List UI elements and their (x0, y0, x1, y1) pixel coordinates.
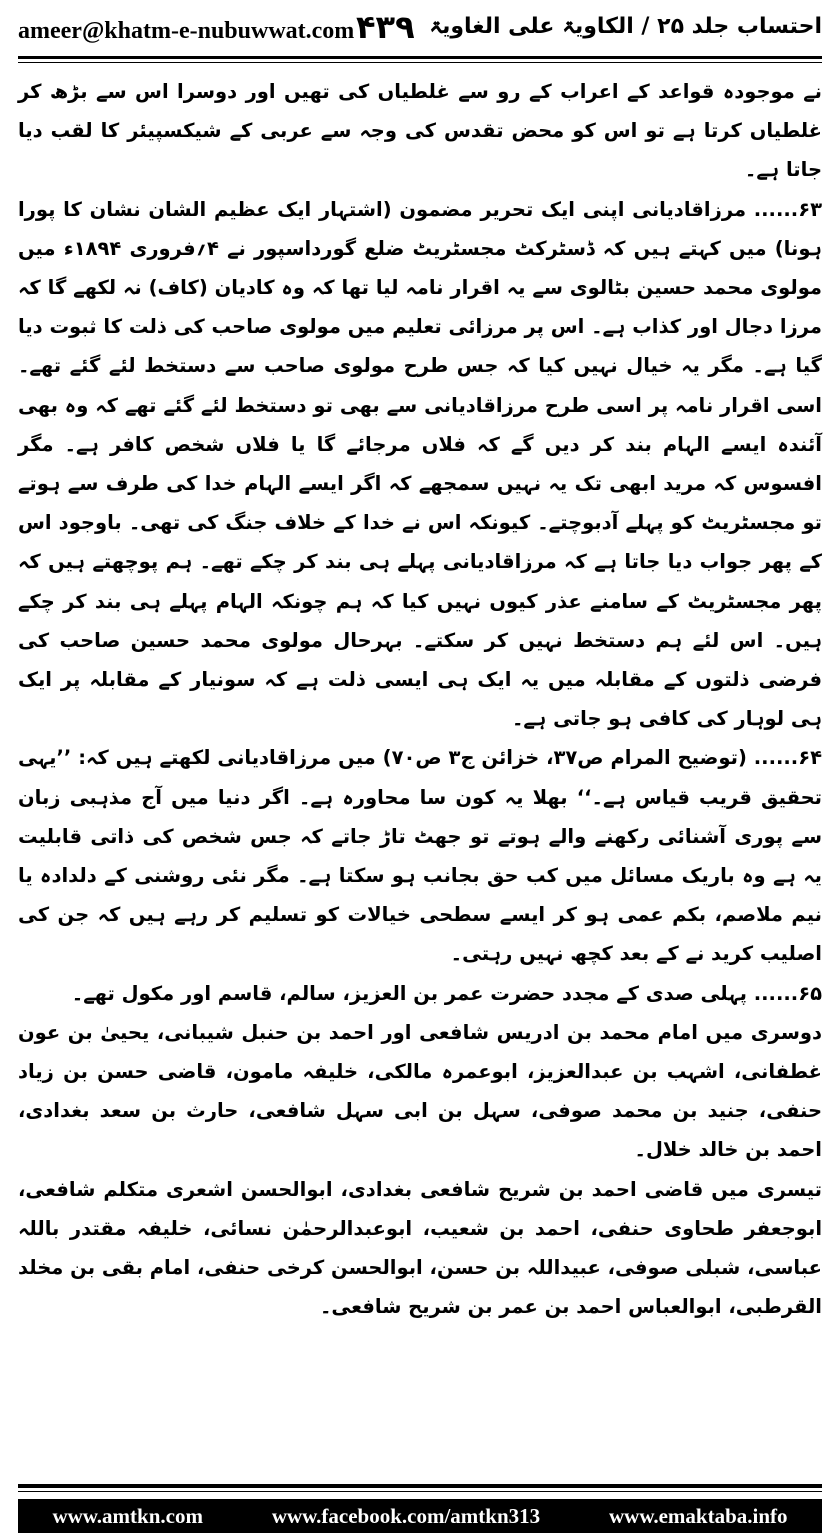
paragraph: ۶۵...... پہلی صدی کے مجدد حضرت عمر بن العزیز، سالم، قاسم اور مکول تھے۔ (71, 981, 822, 1005)
footer-rule (18, 1484, 822, 1488)
paragraph: دوسری میں امام محمد بن ادریس شافعی اور احمد بن حنبل شیبانی، یحییٰ بن عون غطفانی، اشہب بن عبدالعزیز، ابوعمرہ مالکی، خلیفہ مامون، قاضی حسن بن زیاد حنفی، جنید بن محمد صوفی، سہل بن ابی سہل شافعی، حارث بن سعد بغدادی، احمد بن خالد خلال۔ (18, 1020, 822, 1162)
paragraph: نے موجودہ قواعد کے اعراب کے رو سے غلطیاں کی تھیں اور دوسرا اس سے بڑھ کر غلطیاں کرتا ہے تو اس کو محض تقدس کی وجہ سے عربی کے شیکسپیئر کا لقب دیا جاتا ہے۔ (18, 80, 822, 182)
header-rule-thin (18, 62, 822, 63)
page-body (18, 72, 822, 1472)
footer-link-amtkn[interactable]: www.amtkn.com (52, 1503, 203, 1528)
paragraph: تیسری میں قاضی احمد بن شریح شافعی بغدادی، ابوالحسن اشعری متکلم شافعی، ابوجعفر طحاوی حنفی، احمد بن شعیب، ابوعبدالرحمٰن نسائی، خلیفہ مقتدر باللہ عباسی، شبلی صوفی، عبیداللہ بن حسن، ابوالحسن کرخی حنفی، امام بقی بن مخلد القرطبی، ابوالعباس احمد بن عمر بن شریح شافعی۔ (18, 1177, 822, 1319)
paragraph: ۶۴...... (توضیح المرام ص۳۷، خزائن ج۳ ص۷۰) میں مرزاقادیانی لکھتے ہیں کہ: ’’یہی تحقیق قریب قیاس ہے۔‘‘ بھلا یہ کون سا محاورہ ہے۔ اگر دنیا میں آج مذہبی زبان سے پوری آشنائی رکھنے والے ہوتے تو جھٹ تاڑ جاتے کہ جس شخص کی ذاتی قابلیت یہ ہے وہ باریک مسائل میں کب حق بجانب ہو سکتا ہے۔ مگر نئی روشنی کے دلدادہ یا نیم ملاصم، بکم عمی ہو کر ایسے سطحی خیالات کو تسلیم کر رہے ہیں کہ جن کی اصلیب کرید نے کے بعد کچھ نہیں رہتی۔ (18, 746, 823, 966)
page-header (18, 6, 822, 52)
header-email: ameer@khatm-e-nubuwwat.com (18, 18, 355, 44)
paragraph: ۶۳...... مرزاقادیانی اپنی ایک تحریر مضمون (اشتہار ایک عظیم الشان نشان کا پورا ہونا) میں کہتے ہیں کہ ڈسٹرکٹ مجسٹریٹ ضلع گورداسپور نے ۴؍فروری ۱۸۹۴ء میں مولوی محمد حسین بٹالوی سے یہ اقرار نامہ لیا تھا کہ وہ کادیان (کاف) نہ لکھے گا کہ مرزا دجال اور کذاب ہے۔ اس پر مرزائی تعلیم میں مولوی صاحب کی ذلت کا ثبوت دیا گیا ہے۔ مگر یہ خیال نہیں کیا کہ جس طرح مولوی صاحب سے دستخط لئے گئے تھے۔ اسی اقرار نامہ پر اسی طرح مرزاقادیانی سے بھی تو دستخط لئے گئے تھے کہ وہ بھی آئندہ ایسے الہام بند کر دیں گے کہ فلاں مرجائے گا یا فلاں شخص کافر ہے۔ مگر افسوس کہ مرید ابھی تک یہ نہیں سمجھے کہ اگر ایسے الہام خدا کی طرف سے ہوتے تو مجسٹریٹ کو پہلے آدبوچتے۔ کیونکہ اس نے خدا کے خلاف جنگ کی تھی۔ باوجود اس کے پھر جواب دیا جاتا ہے کہ مرزاقادیانی پہلے ہی بند کر چکے تھے۔ ہم پوچھتے ہیں کہ پھر مجسٹریٹ کے سامنے عذر کیوں نہیں کیا کہ ہم چونکہ الہام پہلے ہی بند کر چکے ہیں۔ اس لئے ہم دستخط نہیں کر سکتے۔ بہرحال مولوی محمد حسین صاحب کی فرضی ذلتوں کے مقابلہ میں یہ ایک ہی ایسی ذلت ہے کہ سونیار کے مقابلہ پر ایک ہی لوہار کی کافی ہو جاتی ہے۔ (18, 197, 822, 731)
footer-rule-thin (18, 1491, 822, 1492)
footer-link-facebook[interactable]: www.facebook.com/amtkn313 (271, 1503, 541, 1528)
book-title: احتساب جلد ۲۵ / الکاویۃ علی الغاویۃ (429, 14, 822, 39)
header-rule (18, 56, 822, 59)
page-number: ۴۳۹ (356, 8, 415, 46)
footer-bar (18, 1499, 822, 1533)
footer-link-emaktaba[interactable]: www.emaktaba.info (609, 1503, 788, 1528)
